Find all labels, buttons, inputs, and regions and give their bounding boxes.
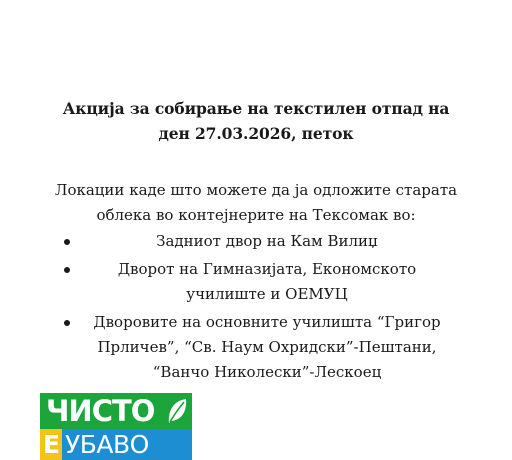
location-line: Дворот на Гимназијата, Економското <box>117 260 417 278</box>
logo-top-text: ЧИСТО <box>46 394 155 428</box>
bullet-icon <box>64 267 70 273</box>
intro-line-2: облека во контејнерите на Тексомак во: <box>96 206 416 224</box>
chisto-e-ubavo-logo <box>40 393 192 460</box>
location-item <box>64 257 454 307</box>
intro-line-1: Локации каде што можете да ја одложите старата <box>54 181 458 199</box>
title-line-2: ден 27.03.2026, петок <box>158 124 354 143</box>
bullet-icon <box>64 239 70 245</box>
locations-list <box>64 229 454 388</box>
location-line: “Ванчо Николески”-Лескоец <box>152 363 382 381</box>
title-line-1: Акција за собирање на текстилен отпад на <box>62 99 450 118</box>
location-line: Дворовите на основните училишта “Григор <box>93 313 441 331</box>
location-item <box>64 229 454 254</box>
location-line: Задниот двор на Кам Вилиџ <box>156 232 378 250</box>
document-title <box>0 96 512 146</box>
leaf-icon <box>166 397 188 425</box>
location-line: училиште и ОЕМУЦ <box>186 285 348 303</box>
logo-e-text: Е <box>43 430 61 459</box>
logo-blue-band <box>62 429 192 460</box>
logo-bottom-text: УБАВО <box>65 430 149 459</box>
location-line: Прличев”, “Св. Наум Охридски”-Пештани, <box>97 338 437 356</box>
location-item <box>64 310 454 385</box>
intro-text <box>0 178 512 228</box>
logo-green-band <box>40 393 192 429</box>
bullet-icon <box>64 320 70 326</box>
logo-yellow-block <box>40 429 62 460</box>
